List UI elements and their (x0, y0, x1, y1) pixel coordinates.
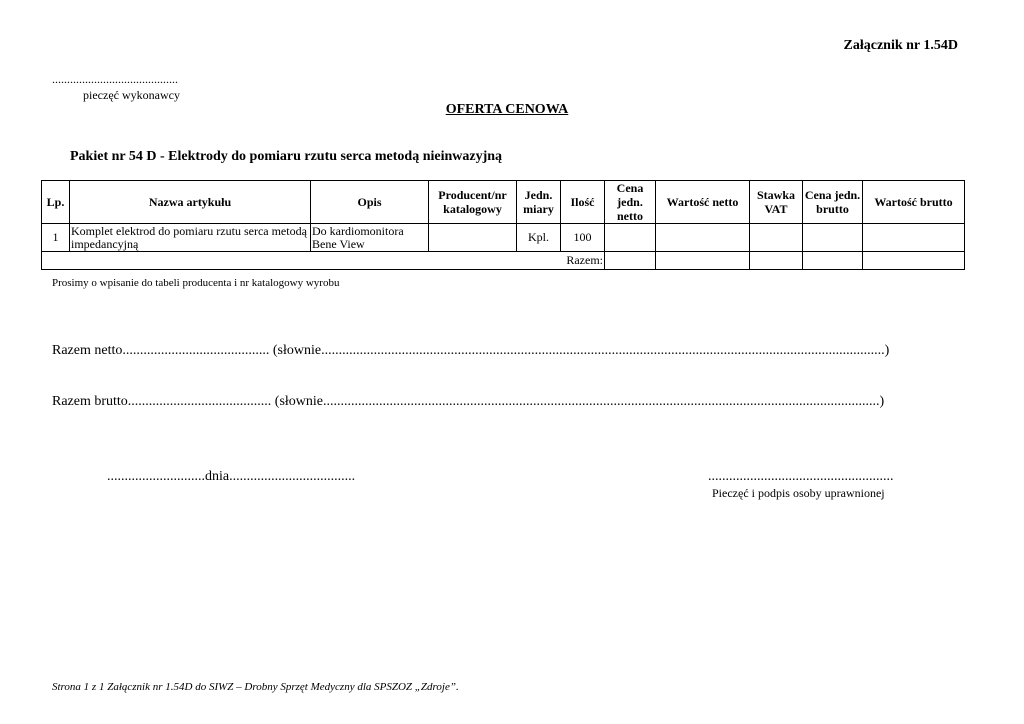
col-header-unit-price (605, 181, 656, 224)
col-header-producer (429, 181, 517, 224)
total-gross-line: Razem brutto......................................... (słownie...............................................................................................................................................................) (52, 394, 885, 409)
cell-value-net[interactable] (656, 224, 750, 252)
signature-label: Pieczęć i podpis osoby uprawnionej (712, 486, 885, 500)
cell-desc (311, 224, 429, 252)
table-sum-row (42, 252, 965, 270)
attachment-number: Załącznik nr 1.54D (843, 38, 958, 53)
sum-value-gross[interactable] (863, 252, 965, 270)
col-header-value-gross-text: Wartość brutto (874, 195, 953, 209)
col-header-value-gross (863, 181, 965, 224)
cell-lp: 1 (42, 224, 70, 252)
signature-placeholder: ..................................................... (708, 469, 894, 484)
sum-unit-price[interactable] (605, 252, 656, 270)
col-header-unit-price-line1: Cena (616, 181, 644, 195)
cell-name-line2: impedancyjną (71, 236, 139, 251)
col-header-qty (561, 181, 605, 224)
cell-vat[interactable] (750, 224, 803, 252)
cell-value-gross[interactable] (863, 224, 965, 252)
col-header-desc (311, 181, 429, 224)
col-header-gross-price (803, 181, 863, 224)
package-heading: Pakiet nr 54 D - Elektrody do pomiaru rzutu serca metodą nieinwazyjną (70, 149, 503, 164)
col-header-unit-price-line3: netto (617, 209, 643, 223)
col-header-producer-line1: Producent/nr (438, 188, 507, 202)
col-header-vat (750, 181, 803, 224)
col-header-qty-text: Ilość (570, 195, 595, 209)
date-line: ............................dnia.................................... (107, 469, 356, 484)
stamp-label: pieczęć wykonawcy (83, 88, 180, 102)
col-header-unit (517, 181, 561, 224)
cell-gross-price[interactable] (803, 224, 863, 252)
cell-qty: 100 (561, 224, 605, 252)
table-note: Prosimy o wpisanie do tabeli producenta i nr katalogowy wyrobu (52, 277, 340, 289)
col-header-name-text: Nazwa artykułu (148, 195, 232, 209)
cell-desc-line1: Do kardiomonitora (312, 223, 404, 238)
sum-gross-price[interactable] (803, 252, 863, 270)
col-header-value-net (656, 181, 750, 224)
cell-name (70, 224, 311, 252)
cell-desc-line2: Bene View (312, 236, 365, 251)
sum-vat[interactable] (750, 252, 803, 270)
offer-table (41, 180, 965, 270)
sum-value-net[interactable] (656, 252, 750, 270)
total-net-line: Razem netto.......................................... (słownie.................................................................................................................................................................) (52, 343, 890, 358)
col-header-producer-line2: katalogowy (443, 202, 502, 216)
col-header-vat-line2: VAT (764, 202, 788, 216)
cell-name-line1: Komplet elektrod do pomiaru rzutu serca metodą (71, 223, 307, 238)
document-title: OFERTA CENOWA (445, 102, 569, 117)
stamp-placeholder: .......................................... (52, 72, 178, 86)
page-footer: Strona 1 z 1 Załącznik nr 1.54D do SIWZ – Drobny Sprzęt Medyczny dla SPSZOZ „Zdroje”. (52, 681, 459, 693)
col-header-unit-price-line2: jedn. (617, 195, 643, 209)
col-header-gross-price-line1: Cena jedn. (804, 188, 861, 202)
sum-label: Razem: (42, 252, 605, 270)
table-header-row (42, 181, 965, 224)
col-header-unit-line1: Jedn. (524, 188, 553, 202)
table-row (42, 224, 965, 252)
col-header-gross-price-line2: brutto (816, 202, 849, 216)
col-header-desc-text: Opis (357, 195, 382, 209)
cell-producer[interactable] (429, 224, 517, 252)
col-header-lp-text: Lp. (46, 195, 65, 209)
col-header-unit-line2: miary (523, 202, 554, 216)
col-header-name (70, 181, 311, 224)
col-header-value-net-text: Wartość netto (666, 195, 739, 209)
cell-unit-price[interactable] (605, 224, 656, 252)
cell-unit: Kpl. (517, 224, 561, 252)
col-header-vat-line1: Stawka (756, 188, 795, 202)
col-header-lp (42, 181, 70, 224)
